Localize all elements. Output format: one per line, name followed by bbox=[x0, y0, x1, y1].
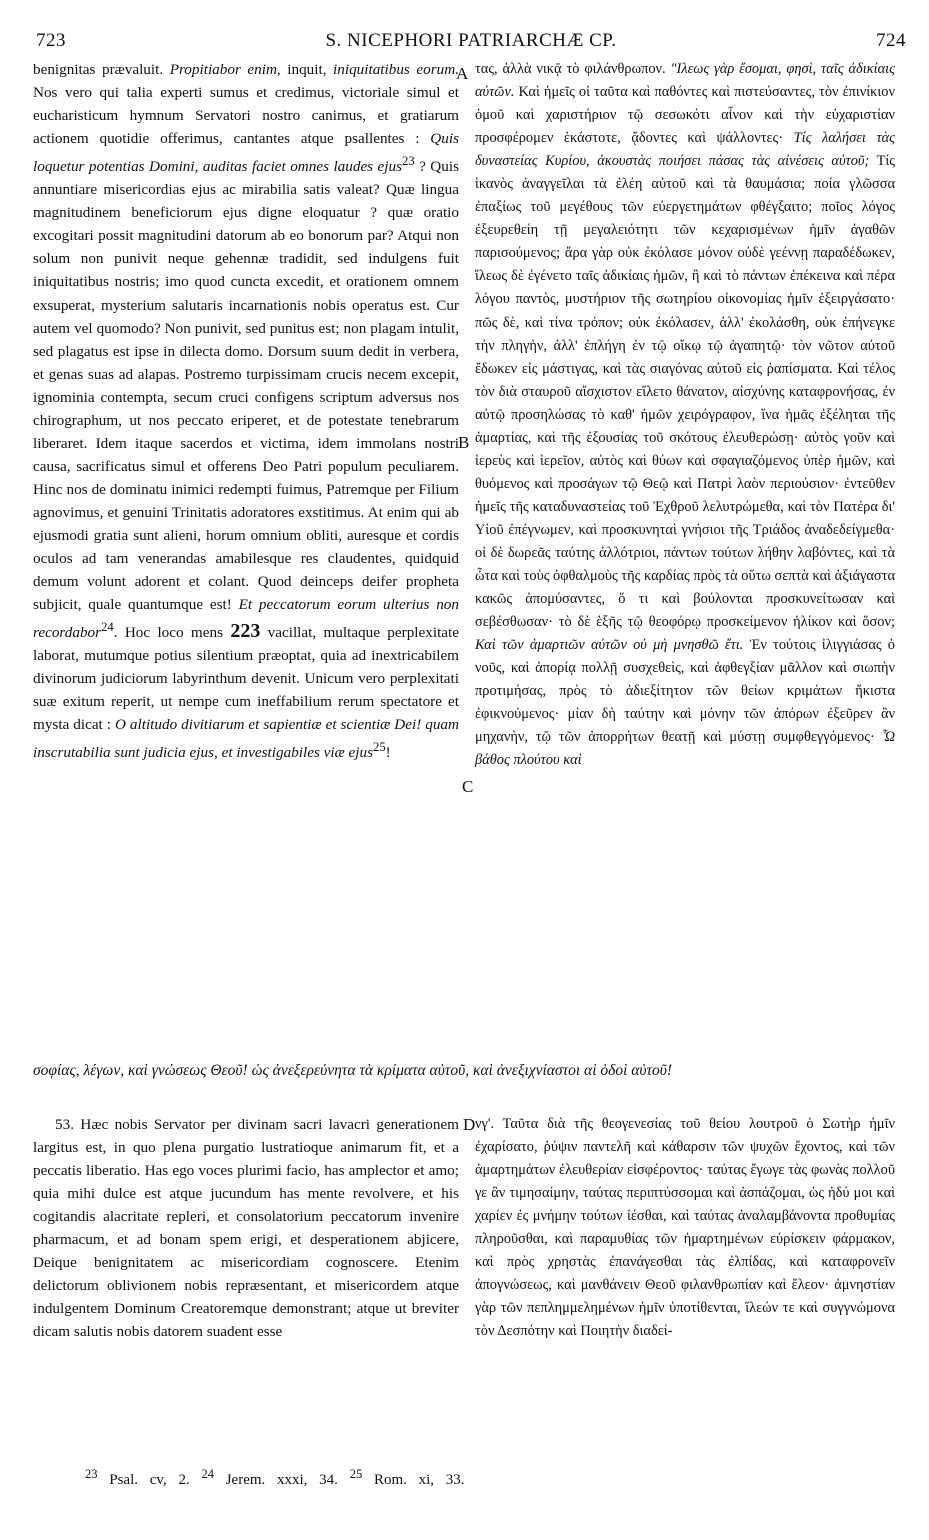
latin-quote: iniquitatibus eorum. bbox=[333, 61, 459, 78]
greek-text: Καὶ ἡμεῖς οἱ ταῦτα καὶ παθόντες καὶ πιστεύσαντες, τὸν ἐπινίκιον ὁμοῦ καὶ χαριστήριον τῷ σεσωκότι αἶνον καὶ τὴν εὐχαριστίαν προσφέρομεν ἑκάστοτε, ᾄδοντες καὶ ψάλλοντες· bbox=[475, 84, 895, 147]
latin-paragraph-53: 53. Hæc nobis Servator per divinam sacri lavacri generationem largitus est, in quo plena purgatio lustratioque animarum fit, et a peccatis liberatio. Has ego voces plurimi facio, has amplector et amo; quia mihi dulce est atque jucundum has mente revolvere, et his cogitandis alacritate repleri, et consolatorium peccatorum invenire pharmacum, et ad bonam spem erigi, et desperationem abjicere, Deique benignitatem ac misericordiam cognoscere. Etenim delictorum oblivionem nobis repræsentant, et misericordem atque indulgentem Dominum Creatoremque demonstrant; atque ut breviter dicam salutis nobis datorem suadent esse bbox=[33, 1116, 459, 1341]
latin-text: ? Quis annuntiare misericordias ejus ac mirabilia satis valeat? Quæ lingua magnitudinem beneficiorum ejus digne eloquatur ? quæ oratio excogitari possit magnitudini datorum ab eo bonorum par? Atqui non solum non punivit neque gehennæ tradidit, sed indulgens fuit iniquitatibus nostris; imo quod cuncta excedit, et orationem omnem exsuperat, mysterium salutaris incarnationis nobis operatus est. Cur autem vel quomodo? Non punivit, sed punitus est; non plagam intulit, sed plagatus est ipse in dilecta domo. Dorsum suum dedit in verbera, et genas suas ad alapas. Postremo turpissimam crucis necem excepit, ignominia contempta, secum cruci configens scriptum adversus nos chirographum, ut nos peccato eriperet, et de potestate tenebrarum liberaret. Idem itaque sacerdos et victima, idem immolans nostri causa, sacrificatus simul et offerens Deo Patri populum peculiarem. Hinc nos de dominatu inimici redempti fuimus, Patremque per Filium agnovimus, et genuini Trinitatis adoratores exstitimus. At enim qui ab ejusmodi gratia sunt alieni, horum omnium obliti, auresque et cordis oculos ad tam venerandas amabilesque res claudentes, quidquid demum volunt adorent et colant. Quod deinceps deifer propheta subjicit, quale quantumque est! bbox=[33, 158, 459, 614]
running-title: S. NICEPHORI PATRIARCHÆ CP. bbox=[325, 30, 617, 51]
footnote-ref: 23 bbox=[402, 154, 415, 169]
latin-quote: Et peccatorum eorum ulterius non recordabor bbox=[33, 596, 459, 642]
greek-quote: "Ιλεως γὰρ ἔσομαι, φησὶ, ταῖς ἀδικίαις αὐτῶν. bbox=[475, 61, 895, 101]
greek-text: Τίς ἱκανὸς ἀναγγεῖλαι τὰ ἐλέη αὐτοῦ καὶ τὰ θαυμάσια; ποία γλῶσσα ἐπαξίως τοῦ μεγέθους τῶν εὐεργετημάτων φθέγξαιτο; ποῖος λόγος ἐξευρεθείη τῇ μεγαλειότητι τῶν κεχαρισμένων ἡμῖν ἀγαθῶν παρισούμενος; ἄρα γὰρ οὐκ ἐκόλασε μόνον οὐδὲ γεέννῃ παραδέδωκεν, ἵλεως δὲ ἐγένετο ταῖς ἀδικίαις ἡμῶν, ἢ καὶ τὸ πάντων ἐπέκεινα καὶ πέρα λόγου παντὸς, μυστήριον τῆς σωτηρίου οἰκονομίας ἡμῖν ἐξειργάσατο· πῶς δὲ, καὶ τίνα τρόπον; οὐκ ἐκόλασεν, ἀλλ' ἐκολάσθη, οὐκ ἐπήνεγκε τὴν πληγὴν, ἀλλ' ἐπλήγη ἐν τῷ οἴκῳ τῷ ἀγαπητῷ· τὸν νῶτον αὐτοῦ ἔδωκεν εἰς μάστιγας, καὶ τὰς σιαγόνας αὐτοῦ εἰς ῥαπίσματα. Καὶ τέλος τὸν διὰ σταυροῦ αἴσχιστον εἵλετο θάνατον, αἰσχύνης καταφρονήσας, ἐν αὐτῷ προσηλώσας τὸ καθ' ἡμῶν χειρόγραφον, ἵνα ἡμᾶς ἐξέληται τῆς ἁμαρτίας, καὶ τῆς ἐξουσίας τοῦ σκότους ἐλευθερώσῃ· αὐτὸς γοῦν καὶ ἱερεὺς καὶ ἱερεῖον, αὐτὸς καὶ θύων καὶ σφαγιαζόμενος ὑπὲρ ἡμῶν, καὶ θυόμενος καὶ προσάγων τῷ Θεῷ καὶ Πατρὶ λαὸν περιούσιον· ἐντεῦθεν ἡμεῖς τῆς καταδυναστείας τοῦ Ἐχθροῦ λελυτρώμεθα, καὶ τὸν Πατέρα δι' Υἱοῦ ἐπέγνωμεν, καὶ προσκυνηταὶ γνήσιοι τῆς Τριάδος ἀναδεδείγμεθα· οἱ δὲ δωρεᾶς ταύτης ἀλλότριοι, πάντων τούτων λήθην λαβόντες, καὶ τὰ ὦτα καὶ τοὺς ὀφθαλμοὺς τῆς καρδίας πρὸς τὰ οὕτω σεπτὰ καὶ ἀξιάγαστα κακῶς ἀπομύσαντες, ὅ τι καὶ βούλονται προσκυνείτωσαν καὶ σεβέσθωσαν· τὸ δὲ ἑξῆς τῷ θεοφόρῳ προσκείμενον ἡλίκον καὶ ὅσον; bbox=[475, 153, 896, 631]
greek-quote: Καὶ τῶν ἁμαρτιῶν αὐτῶν οὐ μὴ μνησθῶ ἔτι. bbox=[475, 637, 744, 654]
latin-column-bottom bbox=[33, 1113, 459, 1343]
footnote-number: 25 bbox=[349, 1467, 363, 1481]
greek-paragraph bbox=[475, 58, 895, 772]
full-width-line: σοφίας, λέγων, καὶ γνώσεως Θεοῦ! ὡς ἀνεξερεύνητα τὰ κρίματα αὐτοῦ, καὶ ἀνεξιχνίαστοι αἱ ὁδοὶ αὐτοῦ! bbox=[33, 1062, 673, 1079]
greek-quote: Τίς λαλήσει τὰς δυναστείας Κυρίου, ἀκουστὰς ποιήσει πάσας τὰς αἰνέσεις αὐτοῦ; bbox=[475, 130, 895, 170]
latin-text: benignitas prævaluit. bbox=[33, 61, 170, 78]
latin-text: vacillat, multaque perplexitate laborat, mutumque potius silentium præoptat, quia ad inextricabilem divinorum judiciorum labyrinthum devenit. Unicum vero perplexitati suæ exitum reperit, ut nempe cum ineffabilium rerum spectatore et mysta dicat : bbox=[33, 624, 459, 734]
latin-paragraph bbox=[33, 58, 459, 765]
footnote-ref: 24 bbox=[101, 620, 114, 635]
latin-quote: O altitudo divitiarum et sapientiæ et scientiæ Dei! quam inscrutabilia sunt judicia ejus, et investigabiles viæ ejus bbox=[33, 716, 459, 762]
greek-paragraph-53: νγ'. Ταῦτα διὰ τῆς θεογενεσίας τοῦ θείου λουτροῦ ὁ Σωτὴρ ἡμῖν ἐχαρίσατο, ῥύψιν παντελῆ καὶ κάθαρσιν τῶν ψυχῶν ἔχοντος, καὶ τῶν ἁμαρτημάτων ἐλευθερίαν εἰσφέροντος· ταύτας ἔγωγε τὰς φωνὰς πολλοῦ γε ἂν τιμησαίμην, ταύτας περιπτύσσομαι καὶ ἀσπάζομαι, ὡς ἡδύ μοι καὶ χαρίεν ἐς μνήμην τούτων ἰέσθαι, καὶ ταύτας ἀναλαμβάνοντα προθυμίας πληροῦσθαι, καὶ παραμυθίας τῶν ἡμαρτημένων εὑρίσκειν φάρμακον, καὶ πρὸς χρηστὰς ἐπανάγεσθαι τὰς ἐλπίδας, καὶ καταφρονεῖν ἀπογνώσεως, καὶ μανθάνειν Θεοῦ φιλανθρωπίαν καὶ ἔλεον· ἀμνηστίαν γὰρ τῶν πεπλημμελημένων ἡμῖν ὑποτίθενται, ἵλεών τε καὶ συγγνώμονα τὸν Δεσπότην καὶ Ποιητὴν διαδεί- bbox=[475, 1116, 895, 1340]
latin-quote: Quis loquetur potentias Domini, auditas faciet omnes laudes ejus bbox=[33, 130, 459, 176]
margin-marker-c: C bbox=[462, 777, 474, 796]
latin-column-top bbox=[33, 58, 459, 765]
footnote-text: Psal. cv, 2. bbox=[109, 1472, 190, 1488]
margin-marker-d: D bbox=[463, 1115, 476, 1134]
running-header bbox=[36, 30, 906, 60]
footnote-number: 23 bbox=[85, 1467, 98, 1481]
footnote-ref: 25 bbox=[373, 740, 386, 755]
footnote-text: Jerem. xxxi, 34. bbox=[225, 1472, 338, 1488]
margin-marker-b: B bbox=[458, 433, 470, 452]
page-marker: 223 bbox=[230, 620, 261, 643]
latin-text: inquit, bbox=[280, 61, 334, 78]
right-page-number: 724 bbox=[876, 30, 906, 51]
footnotes bbox=[85, 1467, 465, 1489]
footnote-text: Rom. xi, 33. bbox=[373, 1472, 465, 1488]
greek-quote: Ὦ βάθος πλούτου καὶ bbox=[475, 729, 895, 769]
latin-quote: Propitiabor enim, bbox=[169, 61, 281, 78]
greek-column-bottom bbox=[475, 1113, 895, 1343]
left-page-number: 723 bbox=[36, 30, 66, 51]
greek-text: τας, ἀλλὰ νικᾷ τὸ φιλάνθρωπον. bbox=[475, 61, 671, 77]
footnote-number: 24 bbox=[201, 1467, 214, 1481]
margin-marker-a: A bbox=[456, 64, 469, 83]
greek-column-top bbox=[475, 58, 895, 772]
greek-text: Ἐν τούτοις ἰλιγγιάσας ὁ νοῦς, καὶ ἀπορίᾳ πολλῇ συσχεθεὶς, καὶ ἀφθεγξίαν μᾶλλον καὶ σιωπὴν προτιμήσας, πρὸς τὸ ἀδιεξίτητον τῶν θείων κριμάτων ἥκιστα ἐφικνούμενος· μίαν δὴ ταύτην καὶ μόνην τῶν ἀπόρων ἐξεῦρεν ἂν μηχανὴν, τῷ τῶν ἀπορρήτων θεατῇ καὶ μύστῃ συμφθεγγόμενος· bbox=[475, 637, 895, 746]
latin-text: . Hoc loco mens bbox=[113, 624, 231, 642]
latin-text: ! bbox=[385, 744, 391, 762]
latin-text: Nos vero qui talia experti sumus et credimus, victoriale simul et eucharisticum hymnum Servatori nostro canimus, et gratiarum actionem quotidie offerimus, cantantes atque psallentes : bbox=[33, 84, 459, 148]
